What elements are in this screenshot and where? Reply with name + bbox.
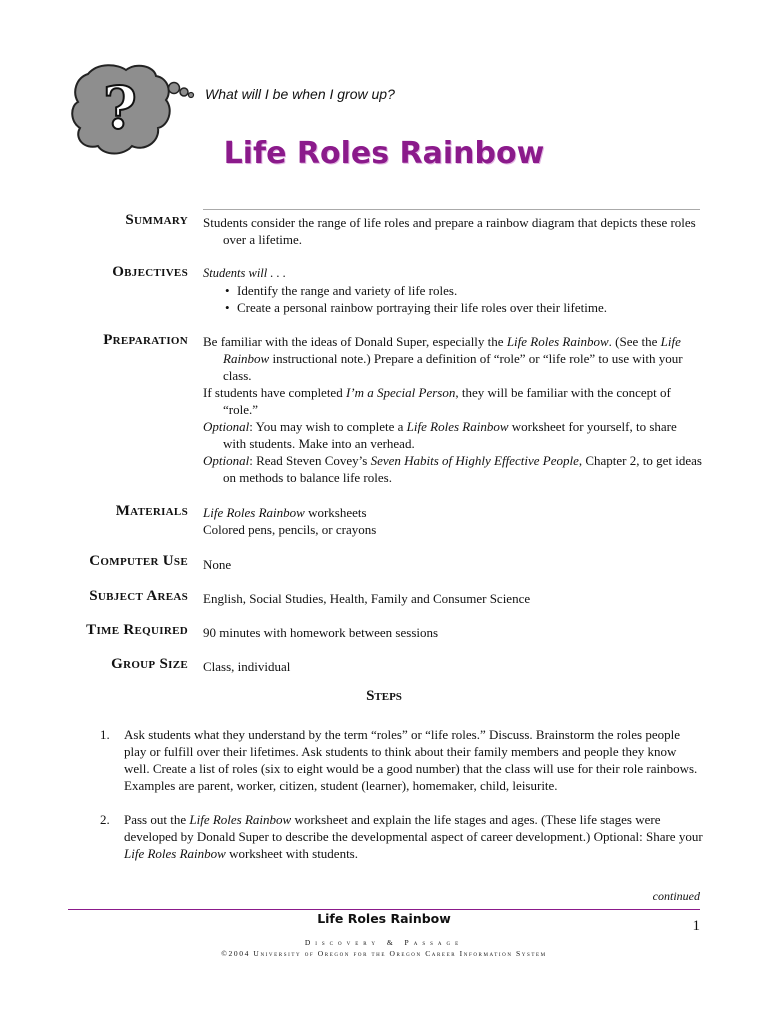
step-item <box>100 811 705 862</box>
preparation-content <box>203 333 703 486</box>
objectives-content <box>203 265 703 316</box>
objective-item: • Create a personal rainbow portraying their life roles over their lifetime. <box>203 299 703 316</box>
objectives-label: Objectives <box>112 264 188 280</box>
group-size-text: Class, individual <box>203 659 291 674</box>
materials-content <box>203 504 703 538</box>
step-number: 1. <box>100 727 110 742</box>
step-number: 2. <box>100 812 110 827</box>
step-text: Ask students what they understand by the term “roles” or “life roles.” Discuss. Brainstorm the roles people play or fulfill over their lifetimes. Ask students to think about their family members and people they know well. Create a list of roles (six to eight would be a good number) that the class will use for their role rainbows. Examples are parent, worker, citizen, student (learner), homemaker, child, leisurite. <box>124 727 698 793</box>
group-size-label: Group Size <box>111 656 188 672</box>
footer-program-name: Discovery & Passage <box>304 938 464 947</box>
time-required-text: 90 minutes with homework between sessions <box>203 625 439 640</box>
preparation-label: Preparation <box>103 332 188 348</box>
computer-use-text: None <box>203 557 232 572</box>
materials-label: Materials <box>115 503 188 519</box>
summary-text <box>203 214 703 248</box>
objective-item: • Identify the range and variety of life roles. <box>203 282 703 299</box>
summary-divider <box>203 209 700 210</box>
continued-note: continued <box>652 889 700 903</box>
footer-title: Life Roles Rainbow <box>317 911 451 926</box>
page-title: Life Roles Rainbow <box>223 136 545 171</box>
subject-areas-label: Subject Areas <box>89 588 188 604</box>
page-number: 1 <box>692 918 700 934</box>
footer-copyright: ©2004 University of Oregon for the Oregon Career Information System <box>221 949 547 958</box>
preparation-paragraph-1: Be familiar with the ideas of Donald Super, especially the Life Roles Rainbow. (See the Life Rainbow instructional note.) Prepare a definition of “role” or “life role” to use with your class. <box>203 334 683 383</box>
objectives-intro: Students will . . . <box>203 266 286 280</box>
materials-line-1: Life Roles Rainbow worksheets <box>203 505 367 520</box>
time-required-label: Time Required <box>86 622 188 638</box>
summary-label: Summary <box>125 212 188 228</box>
preparation-paragraph-2: If students have completed I’m a Special Person, they will be familiar with the concept of “role.” <box>203 385 671 417</box>
steps-list <box>100 726 705 879</box>
step-item <box>100 726 705 794</box>
step-text: Pass out the Life Roles Rainbow worksheet and explain the life stages and ages. (These life stages were developed by Donald Super to describe the developmental aspect of career development.) Optional: Share your Life Roles Rainbow worksheet with students. <box>124 812 703 861</box>
subject-areas-text: English, Social Studies, Health, Family and Consumer Science <box>203 591 531 606</box>
preparation-paragraph-3: Optional: You may wish to complete a Life Roles Rainbow worksheet for yourself, to share with students. Make into an verhead. <box>203 419 677 451</box>
question-mark-glyph: ? <box>103 74 137 142</box>
preparation-paragraph-4: Optional: Read Steven Covey’s Seven Habits of Highly Effective People, Chapter 2, to get ideas on methods to balance life roles. <box>203 453 702 485</box>
summary-paragraph: Students consider the range of life roles and prepare a rainbow diagram that depicts these roles over a lifetime. <box>203 215 696 247</box>
computer-use-label: Computer Use <box>89 553 188 569</box>
tagline: What will I be when I grow up? <box>205 86 395 102</box>
materials-line-2: Colored pens, pencils, or crayons <box>203 522 377 537</box>
footer-divider <box>68 909 700 910</box>
steps-heading: Steps <box>366 688 402 704</box>
